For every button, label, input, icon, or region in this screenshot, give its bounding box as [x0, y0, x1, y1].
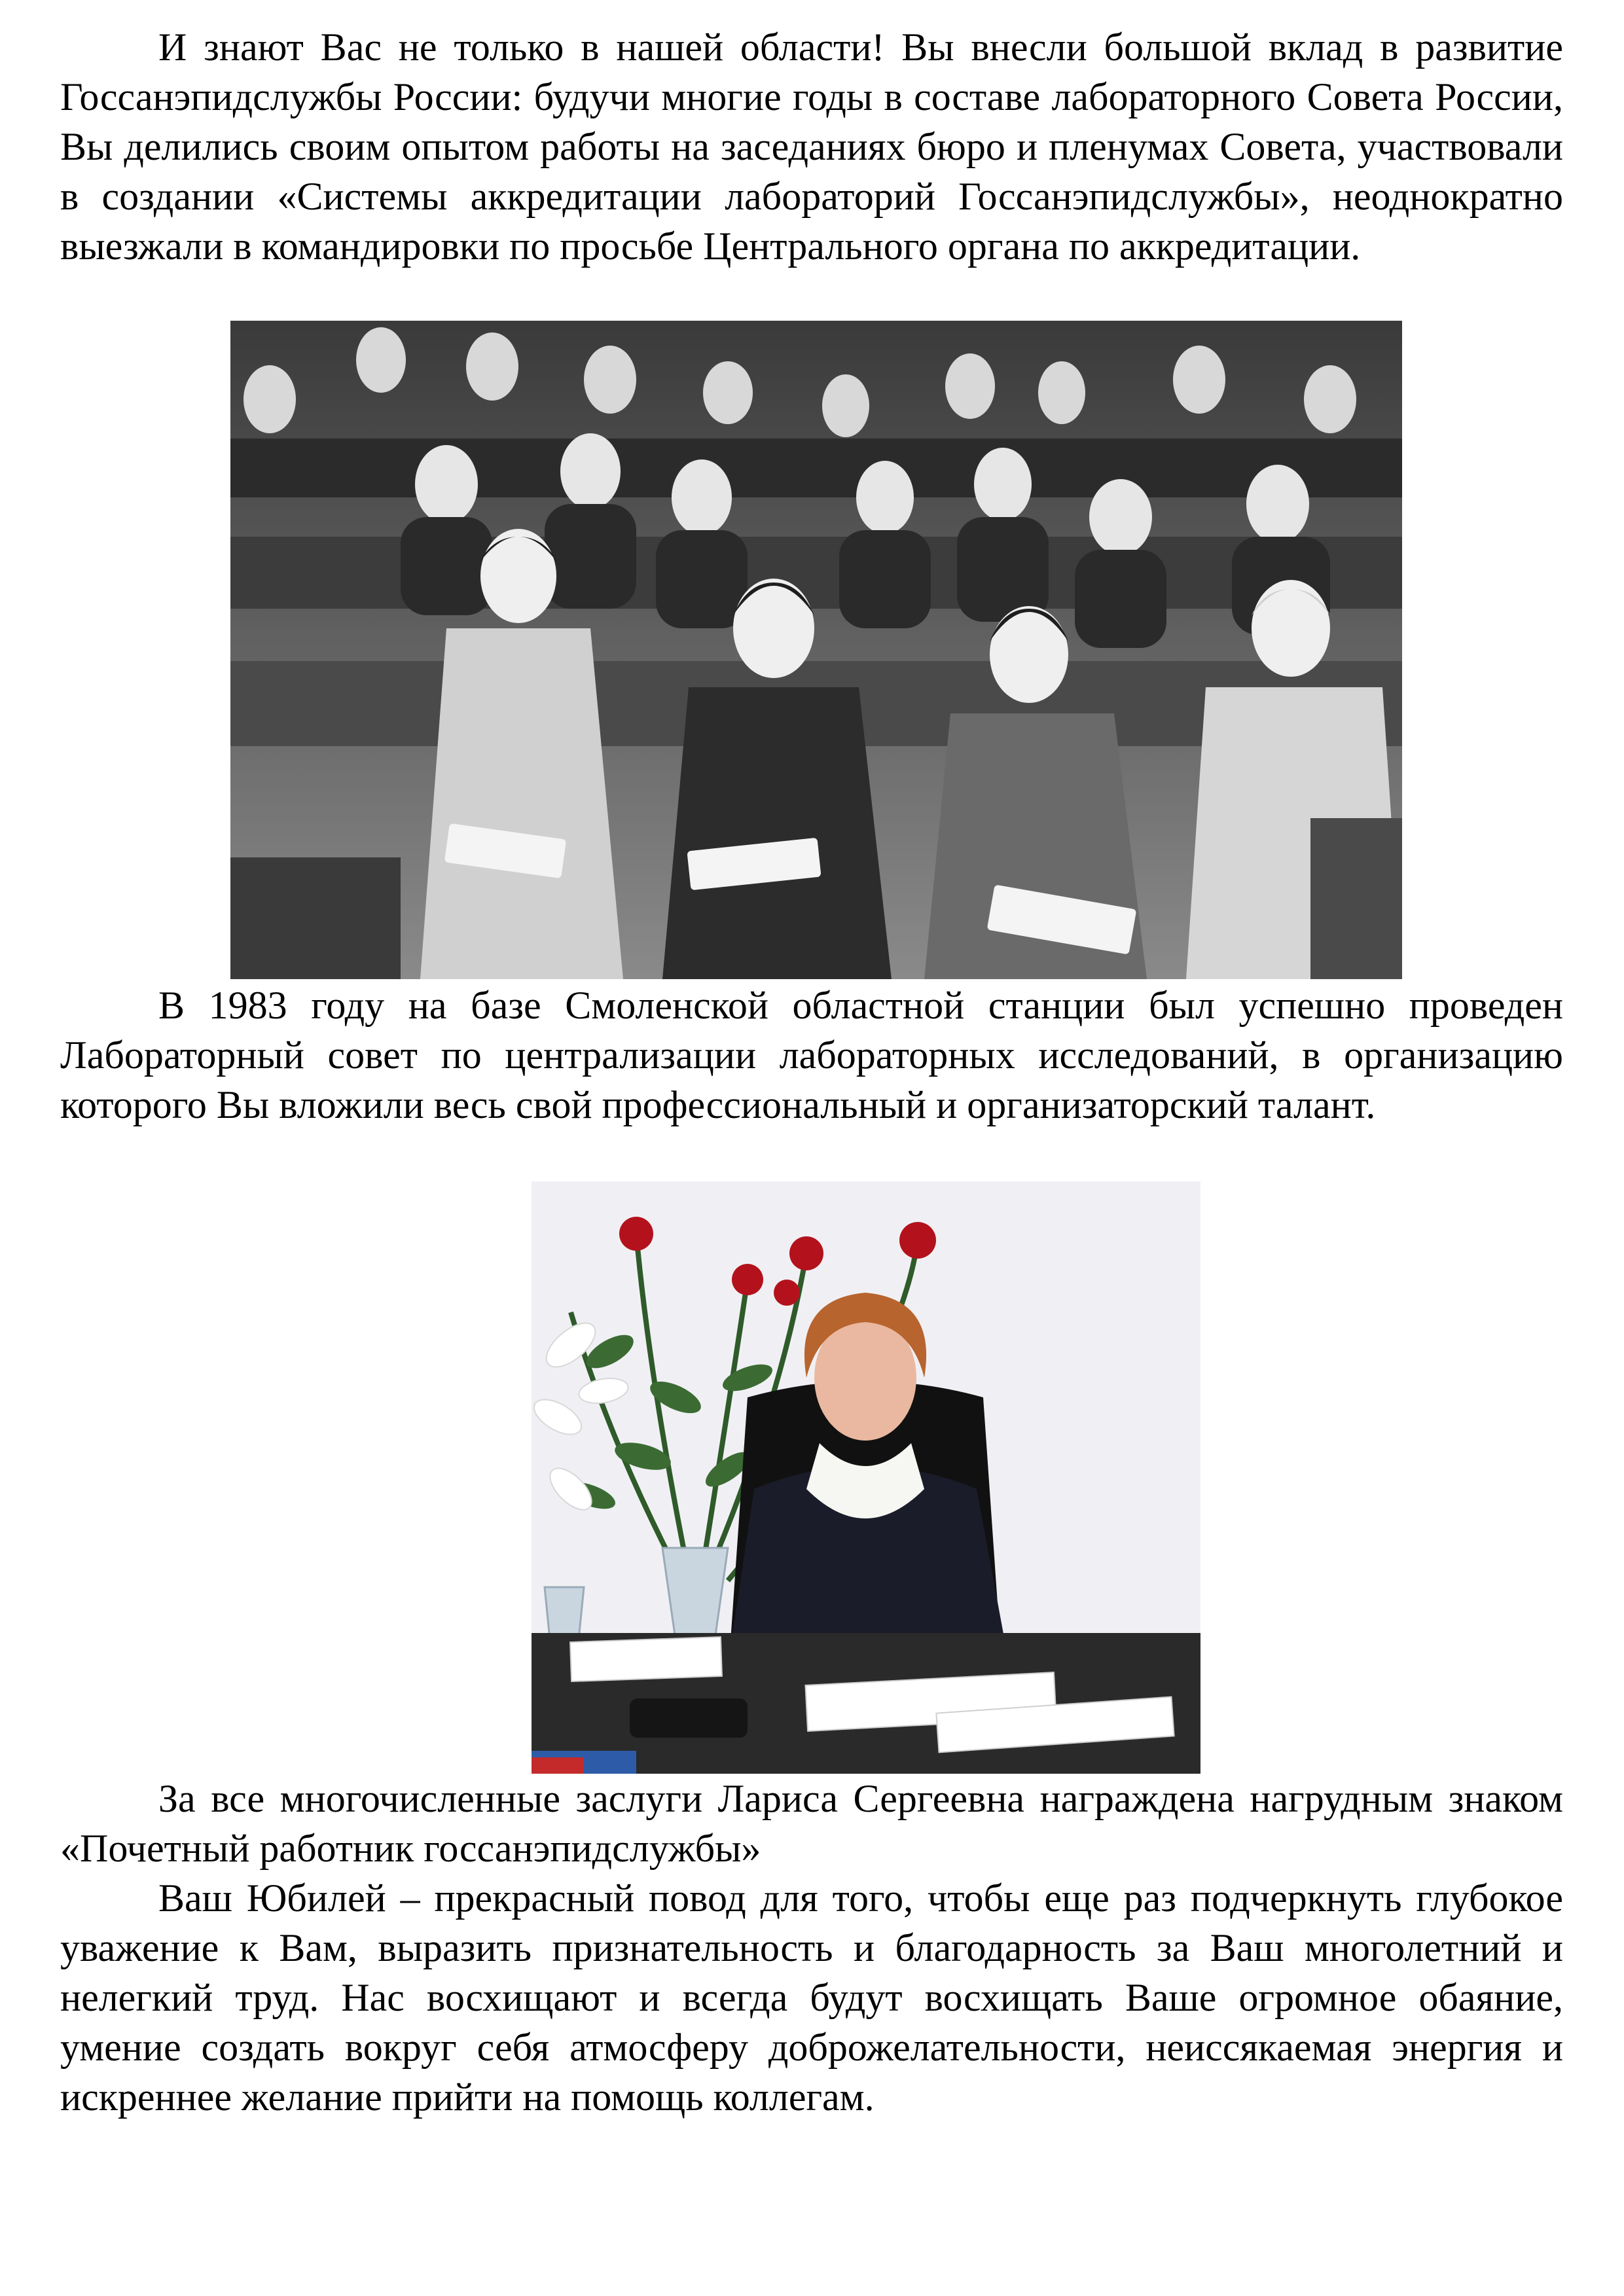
paragraph-laboratory-council-text: В 1983 году на базе Смоленской областной станции был успешно проведен Лабораторный совет по централизации лабораторных исследований, в организацию которого Вы вложили весь свой профессиональный и организаторский талант. [60, 984, 1563, 1126]
portrait-photo [532, 1181, 1200, 1774]
paragraph-contributions-text: И знают Вас не только в нашей области! Вы внесли большой вклад в развитие Госсанэпидслужбы России: будучи многие годы в составе лабораторного Совета России, Вы делились своим опытом работы на заседаниях бюро и пленумах Совета, участвовали в создании «Системы аккредитации лабораторий Госсанэпидслужбы», неоднократно выезжали в командировки по просьбе Центрального органа по аккредитации. [60, 26, 1563, 268]
paragraph-award [60, 1774, 1563, 1873]
paragraph-award-text: За все многочисленные заслуги Лариса Сергеевна награждена нагрудным знаком «Почетный работник госсанэпидслужбы» [60, 1777, 1563, 1870]
meeting-audience-photo [230, 321, 1402, 979]
paragraph-contributions [60, 22, 1563, 271]
paragraph-laboratory-council [60, 980, 1563, 1130]
portrait-illustration [532, 1181, 1200, 1774]
paragraph-jubilee-text: Ваш Юбилей – прекрасный повод для того, чтобы еще раз подчеркнуть глубокое уважение к Вам, выразить признательность и благодарность за Ваш многолетний и нелегкий труд. Нас восхищают и всегда будут восхищать Ваше огромное обаяние, умение создать вокруг себя атмосферу доброжелательности, неиссякаемая энергия и искреннее желание прийти на помощь коллегам. [60, 1876, 1563, 2119]
paragraph-jubilee [60, 1873, 1563, 2122]
meeting-audience-illustration [230, 321, 1402, 979]
